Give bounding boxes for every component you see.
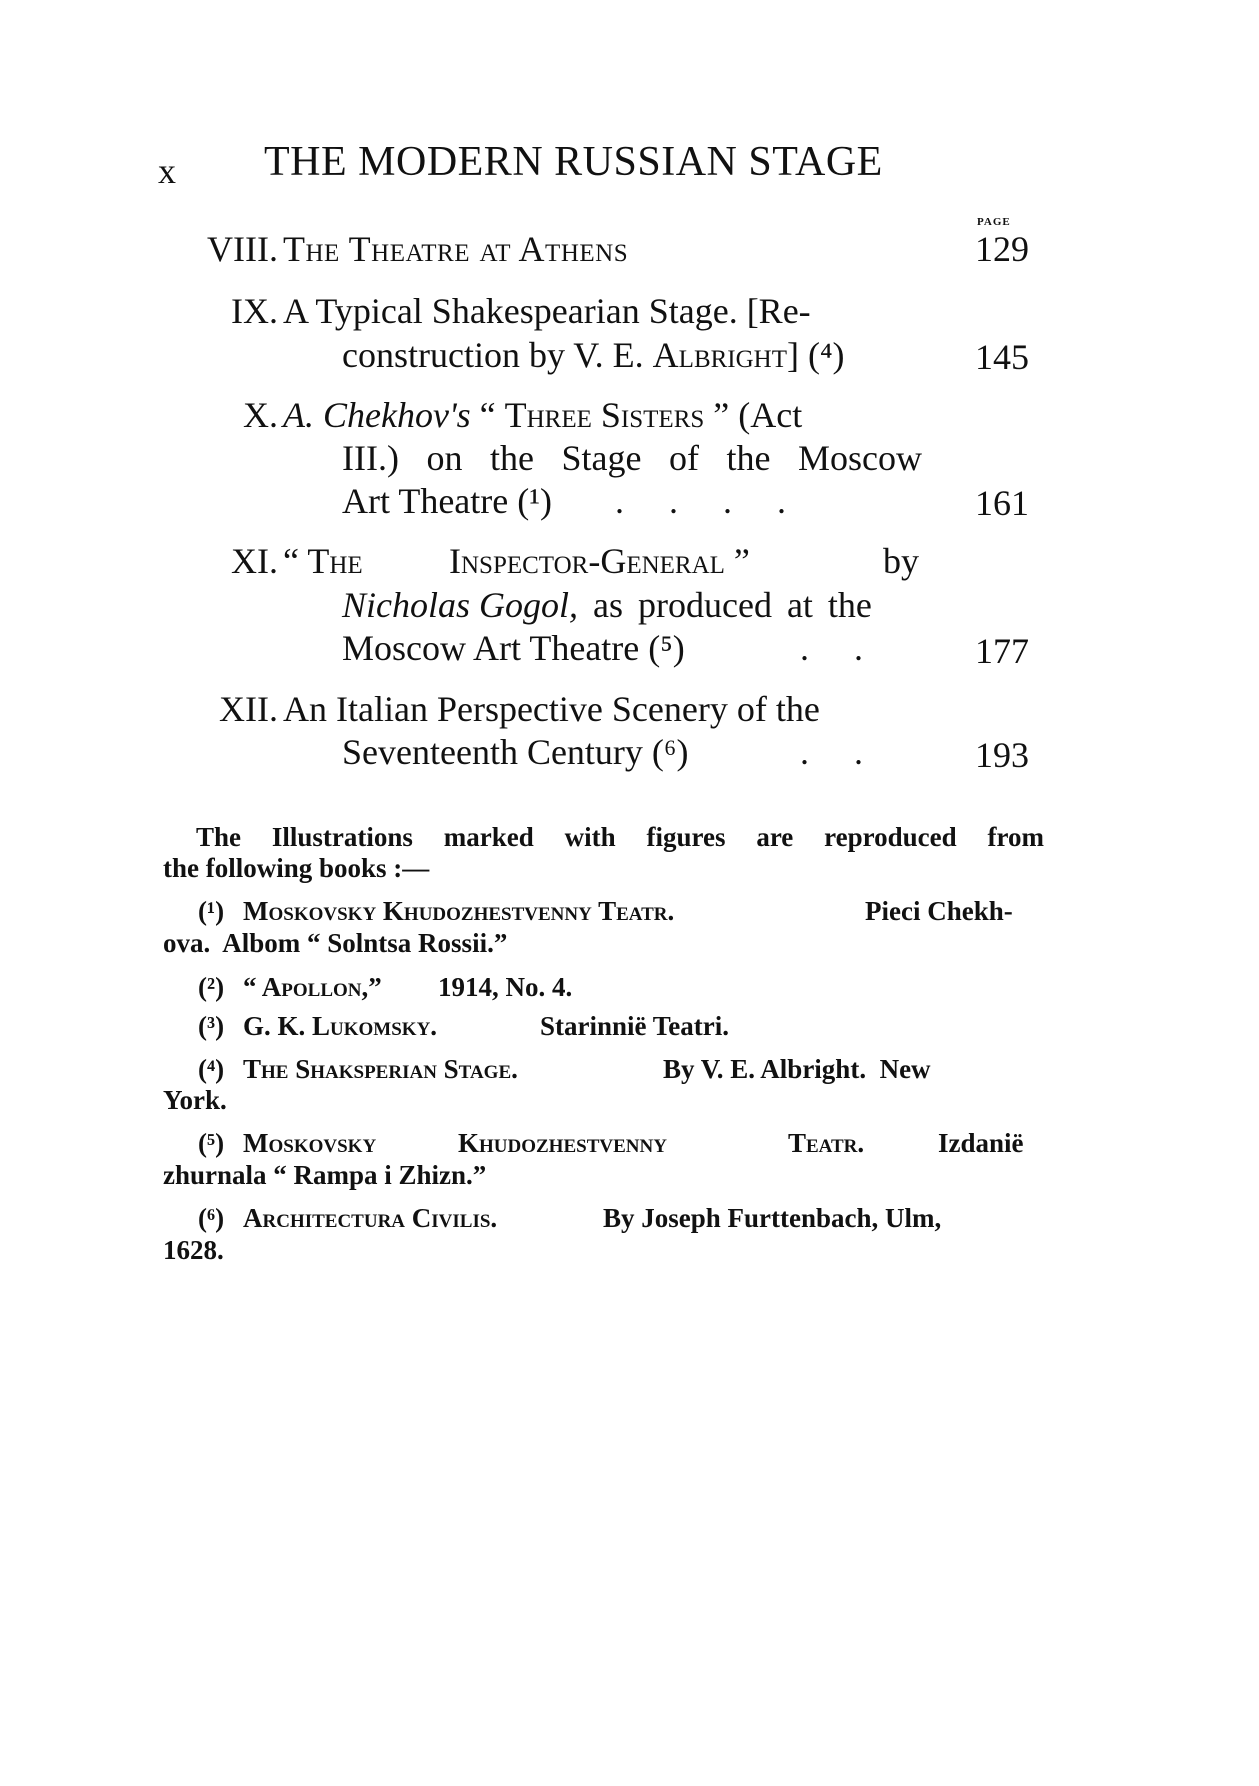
entry-page: 129	[975, 229, 1029, 269]
entry-title-line	[342, 334, 845, 376]
source-marker: (⁶)	[198, 1203, 225, 1233]
leader-dots: . .	[800, 732, 863, 772]
source-text: Izdanië	[938, 1128, 1024, 1158]
source-text: ova. Albom “ Solntsa Rossii.”	[163, 928, 508, 958]
sources-intro-line: the following books :—	[163, 853, 430, 883]
source-text: By V. E. Albright. New	[663, 1054, 931, 1084]
entry-numeral: VIII.	[207, 229, 278, 269]
source-text: Pieci Chekh-	[865, 896, 1013, 926]
entry-title-line	[283, 394, 802, 436]
source-title: Teatr.	[788, 1128, 865, 1158]
sources-intro-line: The Illustrations marked with figures are reproduced from	[196, 822, 1044, 852]
work-title: Inspector-General ”	[449, 541, 750, 581]
source-title: Khudozhestvenny	[458, 1128, 667, 1158]
source-text: Starinnië Teatri.	[540, 1011, 730, 1041]
entry-numeral: X.	[243, 395, 278, 435]
source-text: zhurnala “ Rampa i Zhizn.”	[163, 1160, 487, 1190]
entry-title-line: An Italian Perspective Scenery of the	[283, 689, 820, 729]
entry-title-line: A Typical Shakespearian Stage. [Re-	[283, 291, 811, 331]
page-number: x	[158, 151, 176, 191]
entry-title-line: Art Theatre (¹)	[342, 481, 553, 521]
entry-title: The Theatre at Athens	[283, 229, 629, 269]
source-marker: (³)	[198, 1011, 225, 1041]
entry-text: as produced at the	[578, 585, 872, 625]
source-title: “ Apollon,”	[243, 972, 382, 1002]
entry-page: 145	[975, 337, 1029, 377]
entry-numeral: XII.	[219, 689, 278, 729]
leader-dots: . .	[800, 628, 863, 668]
entry-title-line: Moscow Art Theatre (⁵)	[342, 628, 685, 668]
source-marker: (²)	[198, 972, 225, 1002]
source-marker: (⁴)	[198, 1054, 225, 1084]
work-title: Three Sisters	[504, 395, 705, 435]
source-author: G. K. Lukomsky.	[243, 1011, 438, 1041]
entry-text: ] (⁴)	[787, 335, 845, 375]
source-text: By Joseph Furttenbach, Ulm,	[603, 1203, 942, 1233]
work-title: “ The	[283, 541, 363, 581]
source-title: Moskovsky Khudozhestvenny Teatr.	[243, 896, 675, 926]
source-title: The Shaksperian Stage.	[243, 1054, 518, 1084]
running-title: THE MODERN RUSSIAN STAGE	[264, 139, 883, 185]
entry-numeral: IX.	[231, 291, 278, 331]
author-name: Albright	[652, 335, 787, 375]
source-text: 1628.	[163, 1235, 224, 1265]
author-name: A. Chekhov's	[283, 395, 471, 435]
page-column-label: PAGE	[977, 216, 1011, 228]
entry-title-line: III.) on the Stage of the Moscow	[342, 438, 922, 478]
source-text: York.	[163, 1085, 227, 1115]
source-text: 1914, No. 4.	[438, 972, 573, 1002]
leader-dots: . . . .	[615, 481, 786, 521]
entry-text: “	[470, 395, 505, 435]
author-name: Nicholas Gogol,	[342, 585, 579, 625]
entry-text: construction by V. E.	[342, 335, 653, 375]
entry-numeral: XI.	[231, 541, 278, 581]
entry-text: ” (Act	[704, 395, 803, 435]
entry-title-line	[342, 584, 872, 626]
source-marker: (⁵)	[198, 1128, 225, 1158]
entry-title-line: Seventeenth Century (⁶)	[342, 732, 689, 772]
source-marker: (¹)	[198, 896, 225, 926]
source-title: Architectura Civilis.	[243, 1203, 498, 1233]
source-title: Moskovsky	[243, 1128, 377, 1158]
entry-page: 177	[975, 631, 1029, 671]
entry-page: 193	[975, 735, 1029, 775]
entry-text: by	[883, 541, 919, 581]
entry-page: 161	[975, 483, 1029, 523]
